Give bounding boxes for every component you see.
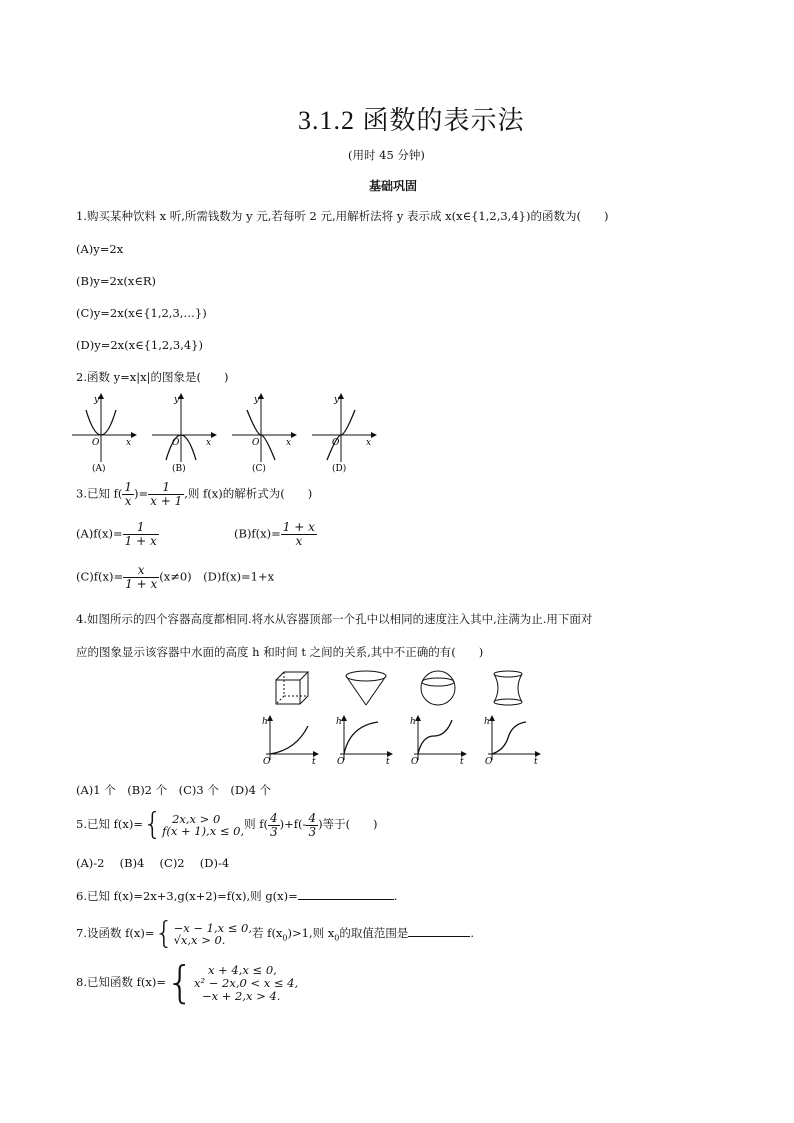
section-heading: 基础巩固 — [369, 179, 418, 193]
q4-g3-o: O — [411, 757, 419, 767]
q1-option-b: (B)y=2x(x∈R) — [76, 274, 156, 288]
q4-containers-figure — [256, 668, 546, 708]
q2-a-origin: O — [92, 438, 100, 448]
q7-stem: 7.设函数 f(x)={ −x − 1,x ≤ 0, √x,x > 0. 若 $f(x_0)>1$,则 $x_0$的取值范围是 . — [76, 916, 475, 951]
q4-cube-container — [276, 672, 308, 704]
q8-stem: 8.已知函数 f(x)={ x + 4,x ≤ 0, x² − 2x,0 < x ≤ 4, −x + 2,x > 4. — [76, 957, 299, 1008]
page-title: 3.1.2 函数的表示法 — [298, 106, 525, 135]
q5-options: (A)-2 (B)4 (C)2 (D)-4 — [76, 856, 230, 870]
q4-sphere-container — [421, 671, 455, 705]
q4-g4-h: h — [484, 717, 490, 727]
q2-c-y-label: y — [254, 395, 260, 405]
q7-answer-blank[interactable] — [408, 925, 470, 937]
q2-c-x-label: x — [286, 438, 292, 448]
q4-g2-t: t — [386, 757, 390, 767]
q4-g1-t: t — [312, 757, 316, 767]
q4-stem-line2: 应的图象显示该容器中水面的高度 h 和时间 t 之间的关系,其中不正确的有( ) — [76, 645, 484, 659]
q4-g3-h: h — [410, 717, 416, 727]
q2-b-label: (B) — [172, 464, 186, 474]
q2-b-y-label: y — [174, 395, 180, 405]
q4-g1-h: h — [262, 717, 268, 727]
q2-b-x-label: x — [206, 438, 212, 448]
q2-c-label: (C) — [252, 464, 266, 474]
q2-graph-d — [312, 395, 374, 474]
q4-waisted-container — [494, 671, 522, 705]
q2-d-y-label: y — [334, 395, 340, 405]
q3-stem: 3.已知 f( $\frac{1}{x}$ )= $\frac{1}{x + 1}$ ,则 f(x)的解析式为( ) — [76, 480, 313, 508]
q4-g3-t: t — [460, 757, 464, 767]
q3-option-c-d: (C)f(x)= $\frac{x}{1 + x}$ (x≠0) (D)f(x)=1+x — [76, 563, 275, 591]
q6-stem: 6.已知 f(x)=2x+3,g(x+2)=f(x),则 g(x)= . — [76, 889, 398, 903]
q4-cone-container — [346, 671, 386, 705]
q1-stem: 1.购买某种饮料 x 听,所需钱数为 y 元,若每听 2 元,用解析法将 y 表示成 x(x∈{1,2,3,4})的函数为( ) — [76, 209, 609, 223]
q1-option-a: (A)y=2x — [76, 242, 124, 256]
q2-a-label: (A) — [92, 464, 106, 474]
q4-graph-4 — [484, 717, 538, 767]
q4-g4-o: O — [485, 757, 493, 767]
q2-graph-b — [152, 395, 214, 474]
q1-option-d: (D)y=2x(x∈{1,2,3,4}) — [76, 338, 203, 352]
q4-graph-2 — [336, 717, 390, 767]
q4-g4-t: t — [534, 757, 538, 767]
q3-option-a: (A)f(x)= $\frac{1}{1 + x}$ — [76, 520, 157, 548]
q2-d-label: (D) — [332, 464, 347, 474]
q4-graph-3 — [410, 717, 464, 767]
q2-graphs-figure — [68, 390, 380, 476]
q4-graphs-figure — [256, 714, 546, 770]
q2-d-origin: O — [332, 438, 340, 448]
q4-stem-line1: 4.如图所示的四个容器高度都相同.将水从容器顶部一个孔中以相同的速度注入其中,注满为止.用下面对 — [76, 612, 593, 626]
q1-option-c: (C)y=2x(x∈{1,2,3,…}) — [76, 306, 207, 320]
q4-g2-h: h — [336, 717, 342, 727]
q2-c-origin: O — [252, 438, 260, 448]
q5-stem: 5.已知 f(x)={ 2x,x > 0 f(x + 1),x ≤ 0, 则 f( $\frac{4}{3}$ )+f(- $\frac{4}{3}$ )等于( ) — [76, 807, 378, 842]
q6-answer-blank[interactable] — [298, 888, 394, 900]
q4-g1-o: O — [263, 757, 271, 767]
q2-stem: 2.函数 y=x|x|的图象是( ) — [76, 370, 229, 384]
q2-a-x-label: x — [126, 438, 132, 448]
q3-option-b: (B)f(x)= $\frac{1 + x}{x}$ — [234, 520, 315, 548]
q2-graph-a — [72, 395, 134, 474]
q2-a-y-label: y — [94, 395, 100, 405]
q2-graph-c — [232, 395, 294, 474]
q4-options: (A)1 个 (B)2 个 (C)3 个 (D)4 个 — [76, 783, 272, 797]
q2-d-x-label: x — [366, 438, 372, 448]
q4-g2-o: O — [337, 757, 345, 767]
q4-graph-1 — [262, 717, 316, 767]
time-note: (用时 45 分钟) — [348, 148, 425, 162]
q2-b-origin: O — [172, 438, 180, 448]
